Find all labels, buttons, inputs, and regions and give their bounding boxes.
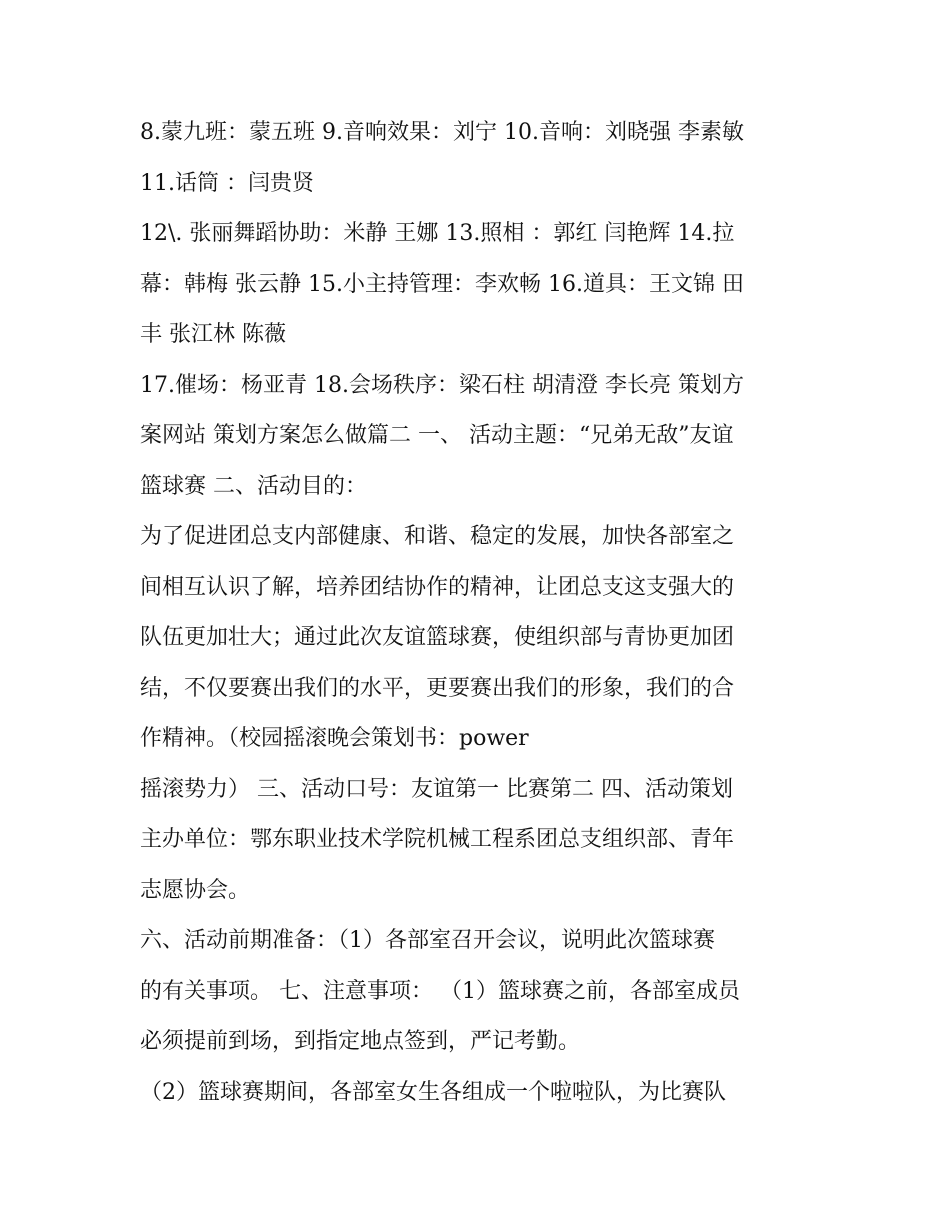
text-line: 间相互认识了解，培养团结协作的精神，让团总支这支强大的 bbox=[140, 574, 735, 600]
text-line: 12\. 张丽舞蹈协助：米静 王娜 13.照相 ：郭红 闫艳辉 14.拉 bbox=[140, 221, 735, 246]
text-line: 篮球赛 二、活动目的： bbox=[140, 473, 367, 499]
text-line: 必须提前到场，到指定地点签到，严记考勤。 bbox=[140, 1029, 581, 1054]
text-line: 8.蒙九班：蒙五班 9.音响效果：刘宁 10.音响：刘晓强 李素敏 bbox=[140, 120, 744, 145]
text-line: 幕：韩梅 张云静 15.小主持管理：李欢畅 16.道具：王文锦 田 bbox=[140, 271, 744, 297]
text-line: 六、活动前期准备：（1）各部室召开会议，说明此次篮球赛 bbox=[140, 928, 715, 953]
text-line: 队伍更加壮大；通过此次友谊篮球赛，使组织部与青协更加团 bbox=[140, 625, 735, 650]
text-line: 17.催场：杨亚青 18.会场秩序：梁石柱 胡清澄 李长亮 策划方 bbox=[140, 372, 744, 398]
text-line: 为了促进团总支内部健康、和谐、稳定的发展，加快各部室之 bbox=[140, 524, 735, 549]
text-line: 丰 张江林 陈薇 bbox=[140, 322, 286, 347]
text-line: 志愿协会。 bbox=[140, 877, 251, 903]
text-line: 摇滚势力） 三、活动口号：友谊第一 比赛第二 四、活动策划 bbox=[140, 776, 733, 802]
text-line: 案网站 策划方案怎么做篇二 一、 活动主题：“兄弟无敌”友谊 bbox=[140, 423, 734, 448]
text-line: 作精神。（校园摇滚晚会策划书：power bbox=[140, 726, 529, 751]
text-line: 的有关事项。 七、注意事项： （1）篮球赛之前，各部室成员 bbox=[140, 978, 740, 1004]
text-line: 11.话筒 ：闫贵贤 bbox=[140, 170, 314, 196]
text-line: （2）篮球赛期间，各部室女生各组成一个啦啦队，为比赛队 bbox=[140, 1079, 726, 1105]
text-line: 主办单位：鄂东职业技术学院机械工程系团总支组织部、青年 bbox=[140, 827, 735, 852]
document-body bbox=[140, 108, 820, 1118]
text-line: 结，不仅要赛出我们的水平，更要赛出我们的形象，我们的合 bbox=[140, 675, 735, 701]
